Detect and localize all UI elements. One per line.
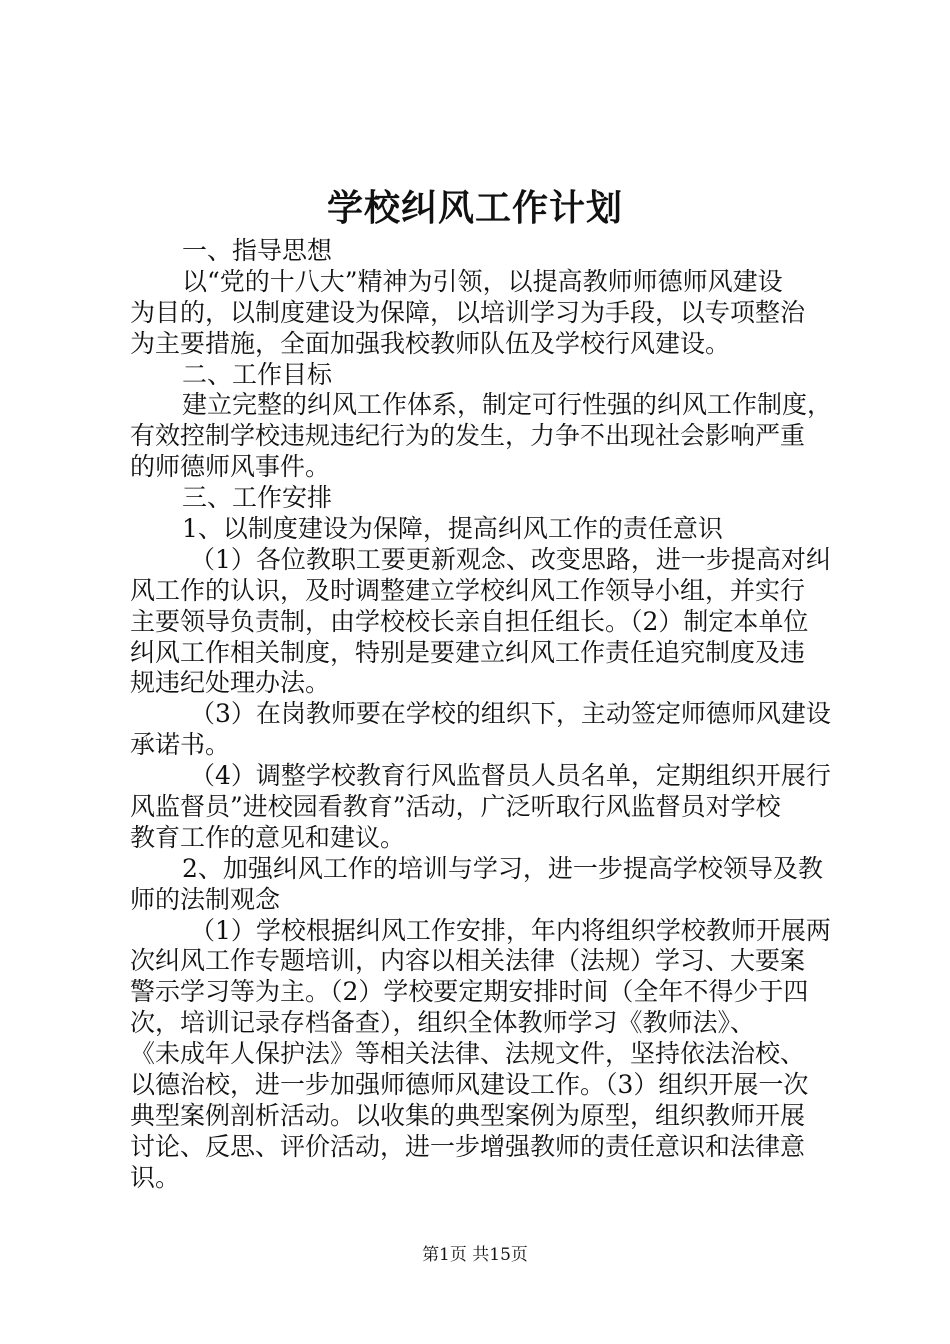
paragraph-line: 为目的，以制度建设为保障，以培训学习为手段，以专项整治 — [130, 297, 806, 327]
subsection-heading: 1、以制度建设为保障，提高纠风工作的责任意识 — [182, 514, 723, 544]
paragraph-line: 以“党的十八大”精神为引领，以提高教师师德师风建设 — [182, 266, 783, 296]
section-heading-2: 二、工作目标 — [182, 359, 333, 389]
paragraph-line: 教育工作的意见和建议。 — [130, 822, 406, 852]
paragraph-line: 规违纪处理办法。 — [130, 668, 331, 698]
paragraph-line: 有效控制学校违规违纪行为的发生，力争不出现社会影响严重 — [130, 421, 806, 451]
section-heading-3: 三、工作安排 — [182, 483, 333, 513]
paragraph-line: （1）各位教职工要更新观念、改变思路，进一步提高对纠 — [190, 544, 831, 574]
paragraph-line: 为主要措施，全面加强我校教师队伍及学校行风建设。 — [130, 328, 731, 358]
paragraph-line: 次纠风工作专题培训，内容以相关法律（法规）学习、大要案 — [130, 946, 806, 976]
paragraph-line: 承诺书。 — [130, 730, 231, 760]
paragraph-line: 识。 — [130, 1162, 181, 1192]
paragraph-line: 《未成年人保护法》等相关法律、法规文件，坚持依法治校、 — [130, 1039, 806, 1069]
paragraph-line: 风工作的认识，及时调整建立学校纠风工作领导小组，并实行 — [130, 575, 806, 605]
document-body — [130, 236, 833, 1194]
paragraph-line: 纠风工作相关制度，特别是要建立纠风工作责任追究制度及违 — [130, 637, 806, 667]
paragraph-line: （4）调整学校教育行风监督员人员名单，定期组织开展行 — [190, 761, 831, 791]
paragraph-line: 典型案例剖析活动。以收集的典型案例为原型，组织教师开展 — [130, 1100, 806, 1130]
document-title: 学校纠风工作计划 — [326, 187, 623, 229]
paragraph-line: 师的法制观念 — [130, 884, 281, 914]
paragraph-line: 次，培训记录存档备查），组织全体教师学习《教师法》、 — [130, 1008, 756, 1038]
paragraph-line: 风监督员”进校园看教育”活动，广泛听取行风监督员对学校 — [130, 792, 781, 822]
paragraph-line: 以德治校，进一步加强师德师风建设工作。（3）组织开展一次 — [130, 1070, 809, 1100]
paragraph-line: 建立完整的纠风工作体系，制定可行性强的纠风工作制度， — [182, 390, 833, 420]
paragraph-line: 讨论、反思、评价活动，进一步增强教师的责任意识和法律意 — [130, 1131, 806, 1161]
subsection-heading: 2、加强纠风工作的培训与学习，进一步提高学校领导及教 — [182, 853, 823, 883]
paragraph-line: （3）在岗教师要在学校的组织下，主动签定师德师风建设 — [190, 699, 831, 729]
paragraph-line: （1）学校根据纠风工作安排，年内将组织学校教师开展两 — [190, 915, 831, 945]
paragraph-line: 的师德师风事件。 — [130, 452, 331, 482]
paragraph-line: 警示学习等为主。（2）学校要定期安排时间（全年不得少于四 — [130, 977, 809, 1007]
page-number-footer: 第1页 共15页 — [422, 1245, 528, 1265]
paragraph-line: 主要领导负责制，由学校校长亲自担任组长。（2）制定本单位 — [130, 606, 809, 636]
section-heading-1: 一、指导思想 — [182, 236, 333, 265]
